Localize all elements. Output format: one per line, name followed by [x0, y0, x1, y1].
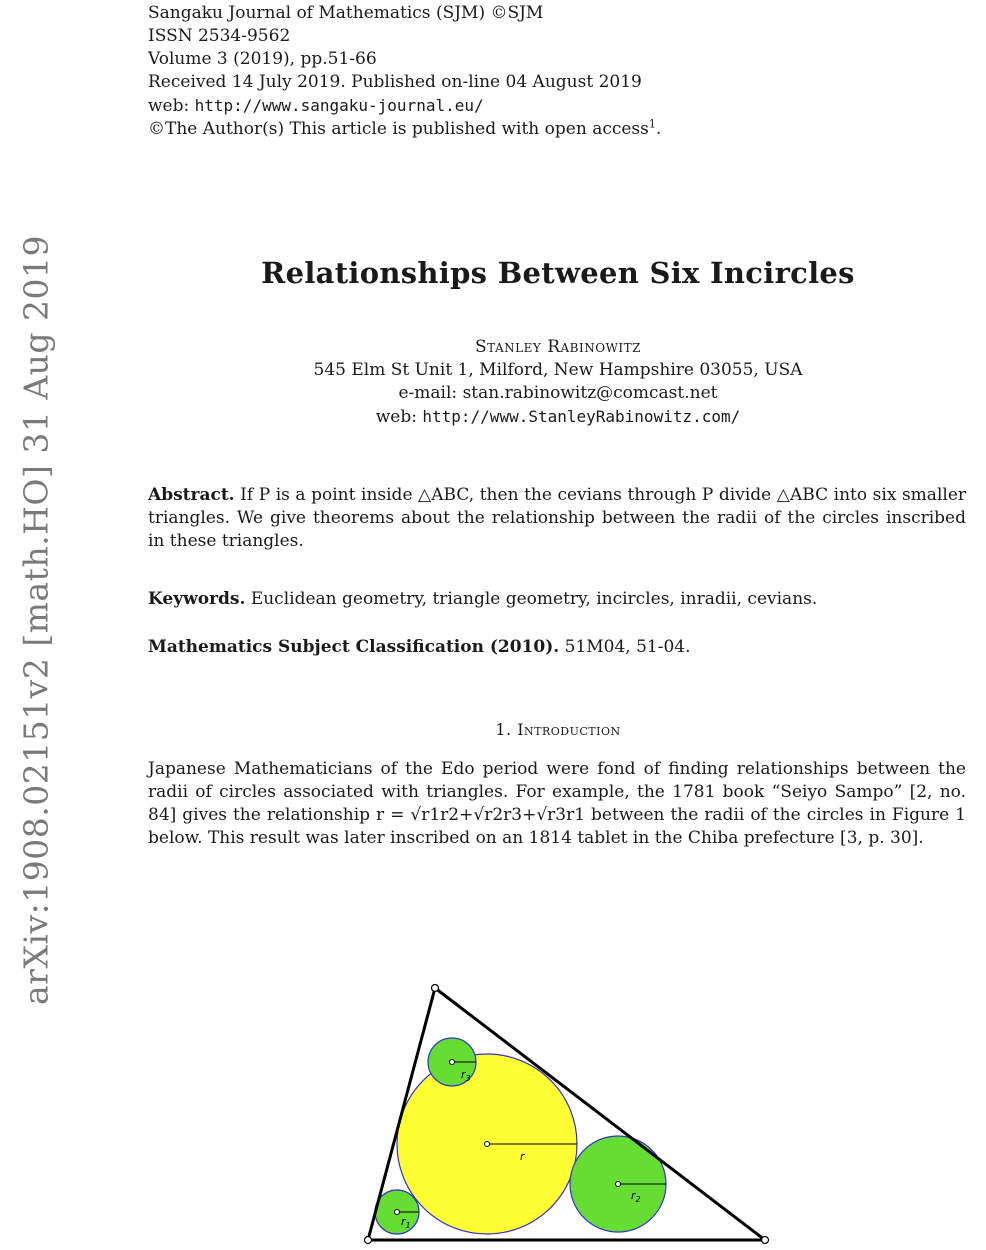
author-address: 545 Elm St Unit 1, Milford, New Hampshire 03055, USA [313, 360, 803, 380]
copyright-line: ©The Author(s) This article is published with open access$^1$. [148, 117, 662, 139]
journal-name: Sangaku Journal of Mathematics (SJM) ©SJM [148, 3, 544, 23]
journal-header [148, 2, 661, 141]
journal-web-label: web: [148, 96, 195, 116]
arxiv-id: arXiv:1908.02151v2 [math.HO] 31 Aug 2019 [16, 234, 56, 1006]
keywords-text: Euclidean geometry, triangle geometry, incircles, inradii, cevians. [250, 589, 818, 609]
author-email[interactable]: e-mail: stan.rabinowitz@comcast.net [398, 383, 718, 403]
center-r2 [616, 1182, 621, 1187]
author-name: Stanley Rabinowitz [475, 337, 641, 357]
vertex-c [762, 1237, 769, 1244]
msc-label: Mathematics Subject Classification (2010). [148, 637, 560, 657]
center-r [485, 1142, 490, 1147]
author-web: web: http://www.StanleyRabinowitz.com/ [375, 407, 741, 427]
abstract-text: If P is a point inside △ABC, then the cevians through P divide △ABC into six smaller triangles. We give theorems about the relationship between the radii of the circles inscribed in these triangles. [148, 485, 967, 551]
keywords [148, 588, 966, 611]
label-r1: $r_1$ [401, 1215, 411, 1230]
keywords-label: Keywords. [148, 589, 246, 609]
label-r2: $r_2$ [631, 1189, 641, 1204]
received-date: Received 14 July 2019. Published on-line 04 August 2019 [148, 72, 642, 92]
msc [148, 636, 966, 659]
abstract [148, 484, 966, 553]
copyright: ©The Author(s) This article is published with open access [148, 119, 649, 139]
arxiv-sidebar [0, 0, 70, 1246]
figure-1 [355, 982, 785, 1246]
msc-text: 51M04, 51-04. [564, 637, 691, 657]
label-r3: $r_3$ [461, 1068, 471, 1083]
issn: ISSN 2534-9562 [148, 26, 291, 46]
paper-title: Relationships Between Six Incircles [261, 256, 855, 290]
figure-svg [355, 982, 785, 1246]
author-web-link[interactable]: http://www.StanleyRabinowitz.com/ [422, 407, 741, 426]
section-heading: 1. Introduction [495, 720, 621, 739]
center-r3 [450, 1060, 455, 1065]
center-r1 [395, 1210, 400, 1215]
footnote-mark: 1 [648, 117, 656, 131]
label-r: r [520, 1150, 525, 1163]
author-block [130, 336, 986, 429]
journal-web-link[interactable]: http://www.sangaku-journal.eu/ [194, 96, 484, 115]
journal-web [148, 94, 661, 118]
volume: Volume 3 (2019), pp.51-66 [148, 49, 377, 69]
intro-paragraph: Japanese Mathematicians of the Edo period were fond of finding relationships between the radii of circles associated with triangles. For example, the 1781 book “Seiyo Sampo” [2, no. 84] gives the relationship r = √r1r2+√r2r3+√r3r1 between the radii of the circles in Figure 1 below. This result was later inscribed on an 1814 tablet in the Chiba prefecture [3, p. 30]. [148, 759, 966, 848]
vertex-b [365, 1237, 372, 1244]
abstract-label: Abstract. [148, 485, 235, 505]
vertex-a [432, 985, 439, 992]
